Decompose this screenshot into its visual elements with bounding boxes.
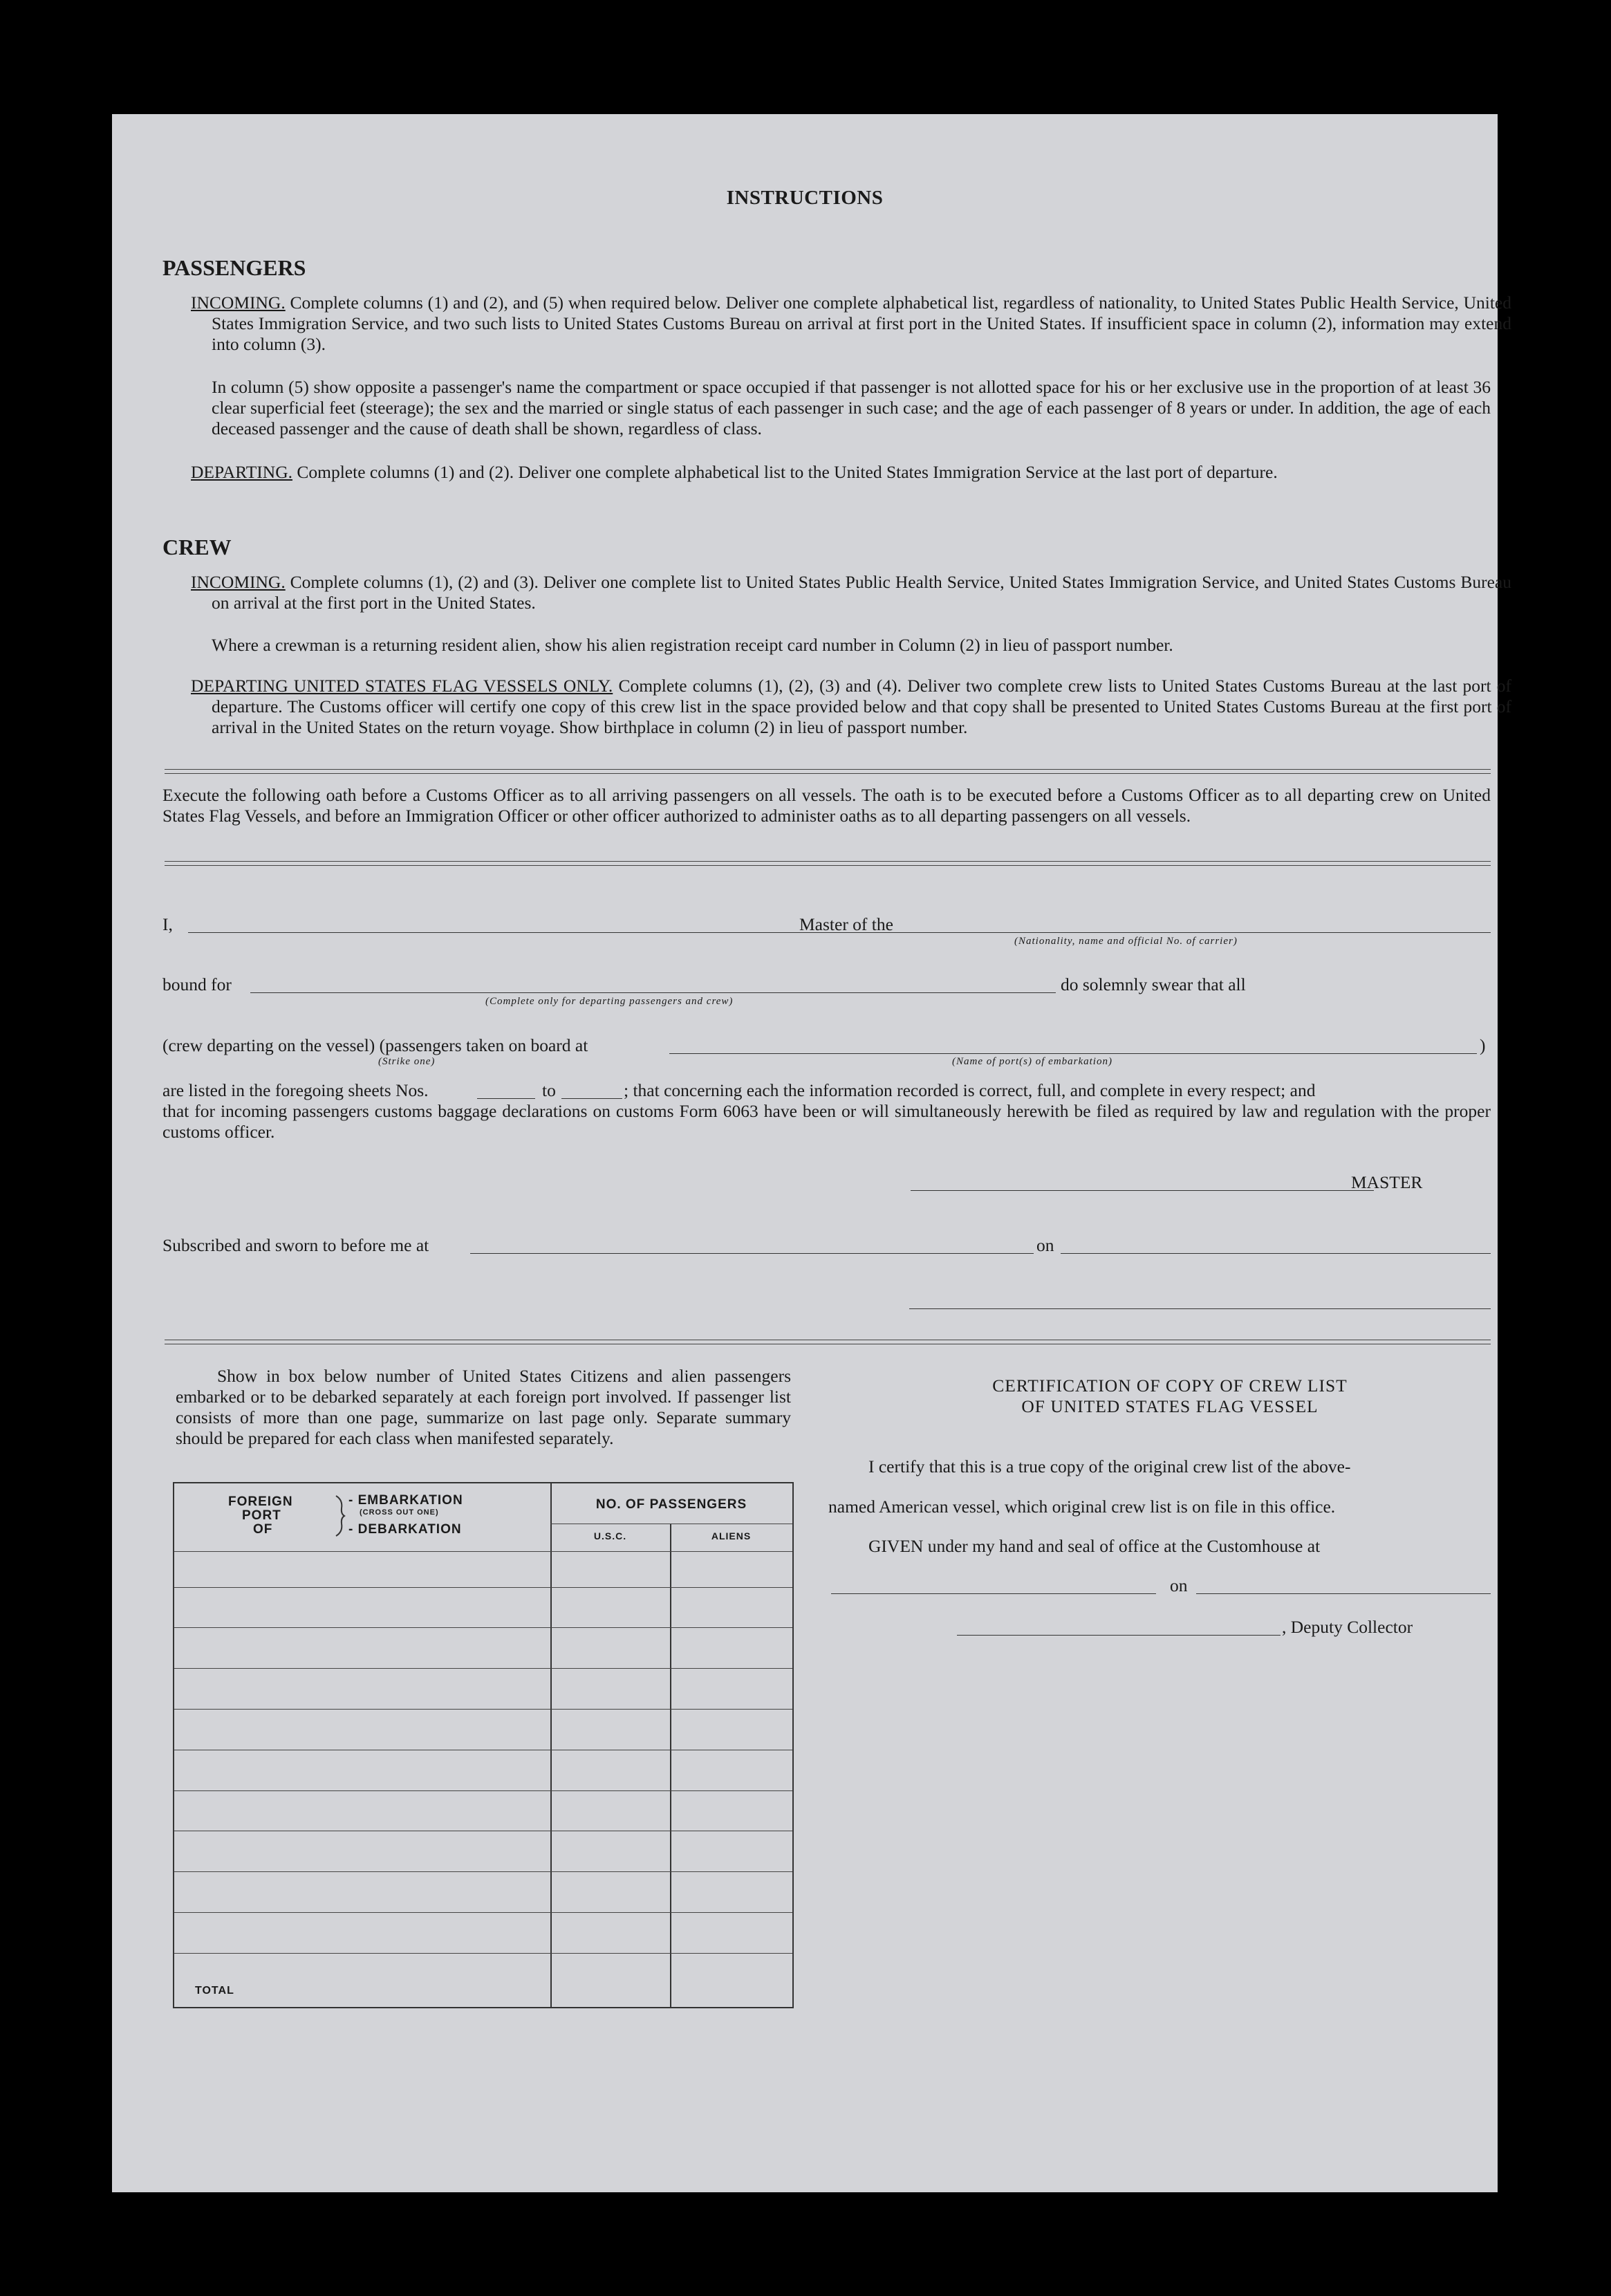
certify-on-label: on (1170, 1575, 1188, 1595)
listed-rest-paragraph: that for incoming passengers customs baggage declarations on customs Form 6063 have been or will simultaneously herewith be filed as required by law and regulation with the proper customs officer. (162, 1101, 1491, 1142)
sworn-place-field[interactable] (470, 1253, 1034, 1254)
passengers-departing-paragraph (191, 462, 1511, 483)
certify-date-field[interactable] (1196, 1593, 1491, 1594)
passengers-heading: PASSENGERS (162, 255, 306, 280)
page-title: INSTRUCTIONS (726, 187, 884, 209)
table-header-bottom (174, 1551, 792, 1552)
double-rule (165, 861, 1491, 866)
crew-incoming-label: INCOMING. (191, 572, 286, 592)
port-label: PORT (242, 1508, 281, 1523)
passengers-departing-label: DEPARTING. (191, 462, 292, 482)
crew-departing-paragraph (191, 676, 1511, 738)
crew-heading: CREW (162, 535, 232, 559)
carrier-field[interactable] (910, 932, 1491, 933)
form-page (112, 114, 1511, 2192)
nationality-caption: (Nationality, name and official No. of carrier) (1014, 936, 1238, 947)
debarkation-label: - DEBARKATION (348, 1522, 462, 1537)
double-rule (165, 1340, 1491, 1344)
foreign-label: FOREIGN (228, 1494, 293, 1509)
passengers-departing-text: Complete columns (1) and (2). Deliver one complete alphabetical list to the United States Immigration Service at the last port of departure. (292, 462, 1278, 482)
bound-for-label: bound for (162, 974, 232, 994)
crew-departing-label: DEPARTING UNITED STATES FLAG VESSELS ONLY. (191, 676, 613, 696)
table-row[interactable] (174, 1912, 792, 1913)
certify-line3: GIVEN under my hand and seal of office at the Customhouse at (868, 1536, 1321, 1556)
listed-label-a: are listed in the foregoing sheets Nos. (162, 1080, 429, 1100)
aliens-header: ALIENS (711, 1530, 752, 1542)
sworn-date-field[interactable] (1061, 1253, 1491, 1254)
port-caption: (Name of port(s) of embarkation) (952, 1056, 1112, 1067)
bound-for-field[interactable] (250, 992, 1056, 993)
usc-header: U.S.C. (593, 1530, 627, 1542)
embarkation-port-field[interactable] (669, 1053, 1477, 1054)
officer-signature-field[interactable] (909, 1308, 1491, 1309)
table-row[interactable] (174, 1709, 792, 1710)
table-row[interactable] (174, 1668, 792, 1669)
cross-out-label: (CROSS OUT ONE) (360, 1508, 439, 1517)
master-signature-label: MASTER (1351, 1172, 1423, 1192)
oath-intro-paragraph: Execute the following oath before a Customs Officer as to all arriving passengers on all vessels. The oath is to be executed before a Customs Officer as to all departing crew on United States Flag Vessels, and before an Immigration Officer or other officer authorized to administer oaths as to all departing passengers on all vessels. (162, 785, 1491, 826)
strike-caption: (Strike one) (378, 1056, 436, 1067)
summary-instructions: Show in box below number of United States Citizens and alien passengers embarked or to be debarked separately at each foreign port involved. If passenger list consists of more than one page, summarize on last page only. Separate summary should be prepared for each class when manifested separately. (176, 1366, 791, 1448)
deputy-collector-label: , Deputy Collector (1282, 1617, 1413, 1637)
passenger-summary-table (173, 1482, 794, 2008)
certification-title-line2: OF UNITED STATES FLAG VESSEL (1021, 1396, 1319, 1416)
sheets-to-field[interactable] (561, 1098, 622, 1099)
bound-caption: (Complete only for departing passengers and crew) (485, 996, 734, 1007)
subscribed-label: Subscribed and sworn to before me at (162, 1235, 429, 1255)
swear-label: do solemnly swear that all (1061, 974, 1246, 994)
passengers-incoming-label: INCOMING. (191, 293, 286, 313)
no-passengers-header: NO. OF PASSENGERS (595, 1497, 747, 1512)
sworn-on-label: on (1036, 1235, 1054, 1255)
sheets-from-field[interactable] (477, 1098, 535, 1099)
brace-icon (335, 1494, 346, 1537)
table-col-divider (550, 1483, 552, 2007)
table-col-divider (670, 1524, 671, 2007)
total-label: TOTAL (195, 1985, 234, 1997)
close-paren: ) (1480, 1035, 1486, 1055)
customhouse-field[interactable] (831, 1593, 1156, 1594)
certification-title-line1: CERTIFICATION OF COPY OF CREW LIST (992, 1376, 1348, 1396)
certify-line1: I certify that this is a true copy of the original crew list of the above- (868, 1456, 1351, 1476)
certify-line2: named American vessel, which original crew list is on file in this office. (828, 1497, 1336, 1517)
crew-incoming-paragraph (191, 572, 1511, 613)
embarkation-label: - EMBARKATION (348, 1493, 463, 1508)
crew-departing-text: Complete columns (1), (2), (3) and (4). Deliver two complete crew lists to United States Customs Bureau at the last port of departure. The Customs officer will certify one copy of this crew list in the space provided below and that copy shall be presented to United States Customs Bureau at the first port of arrival in the United States on the return voyage. Show birthplace in column (2) in lieu of passport number. (212, 676, 1511, 737)
passengers-incoming-paragraph (191, 293, 1511, 355)
listed-label-b: ; that concerning each the information recorded is correct, full, and complete in every respect; and (624, 1080, 1316, 1100)
master-signature-field[interactable] (911, 1190, 1374, 1191)
oath-i-label: I, (162, 914, 173, 934)
crew-incoming-text: Complete columns (1), (2) and (3). Deliver one complete list to United States Public Health Service, United States Immigration Service, and United States Customs Bureau on arrival at the first port in the United States. (212, 572, 1511, 613)
passengers-incoming-text: Complete columns (1) and (2), and (5) when required below. Deliver one complete alphabetical list, regardless of nationality, to United States Public Health Service, United States Immigration Service, and two such lists to United States Customs Bureau on arrival at first port in the United States. If insufficient space in column (2), information may extend into column (3). (212, 293, 1511, 354)
listed-to-label: to (542, 1080, 556, 1100)
table-row[interactable] (174, 1627, 792, 1628)
table-row[interactable] (174, 1587, 792, 1588)
passengers-column5-paragraph: In column (5) show opposite a passenger's name the compartment or space occupied if that passenger is not allotted space for his or her exclusive use in the proportion of at least 36 clear superficial feet (steerage); the sex and the married or single status of each passenger in such case; and the age of each passenger of 8 years or under. In addition, the age of each deceased passenger and the cause of death shall be shown, regardless of class. (212, 377, 1491, 438)
deputy-signature-field[interactable] (957, 1635, 1281, 1636)
crew-departing-label: (crew departing on the vessel) (passengers taken on board at (162, 1035, 588, 1055)
double-rule (165, 769, 1491, 774)
table-row[interactable] (174, 1953, 792, 1954)
table-row[interactable] (174, 1871, 792, 1872)
certification-title (831, 1376, 1509, 1417)
table-row[interactable] (174, 1790, 792, 1791)
crew-resident-paragraph: Where a crewman is a returning resident alien, show his alien registration receipt card number in Column (2) in lieu of passport number. (212, 635, 1173, 655)
of-label: OF (253, 1522, 273, 1537)
master-of-label: Master of the (799, 914, 893, 934)
